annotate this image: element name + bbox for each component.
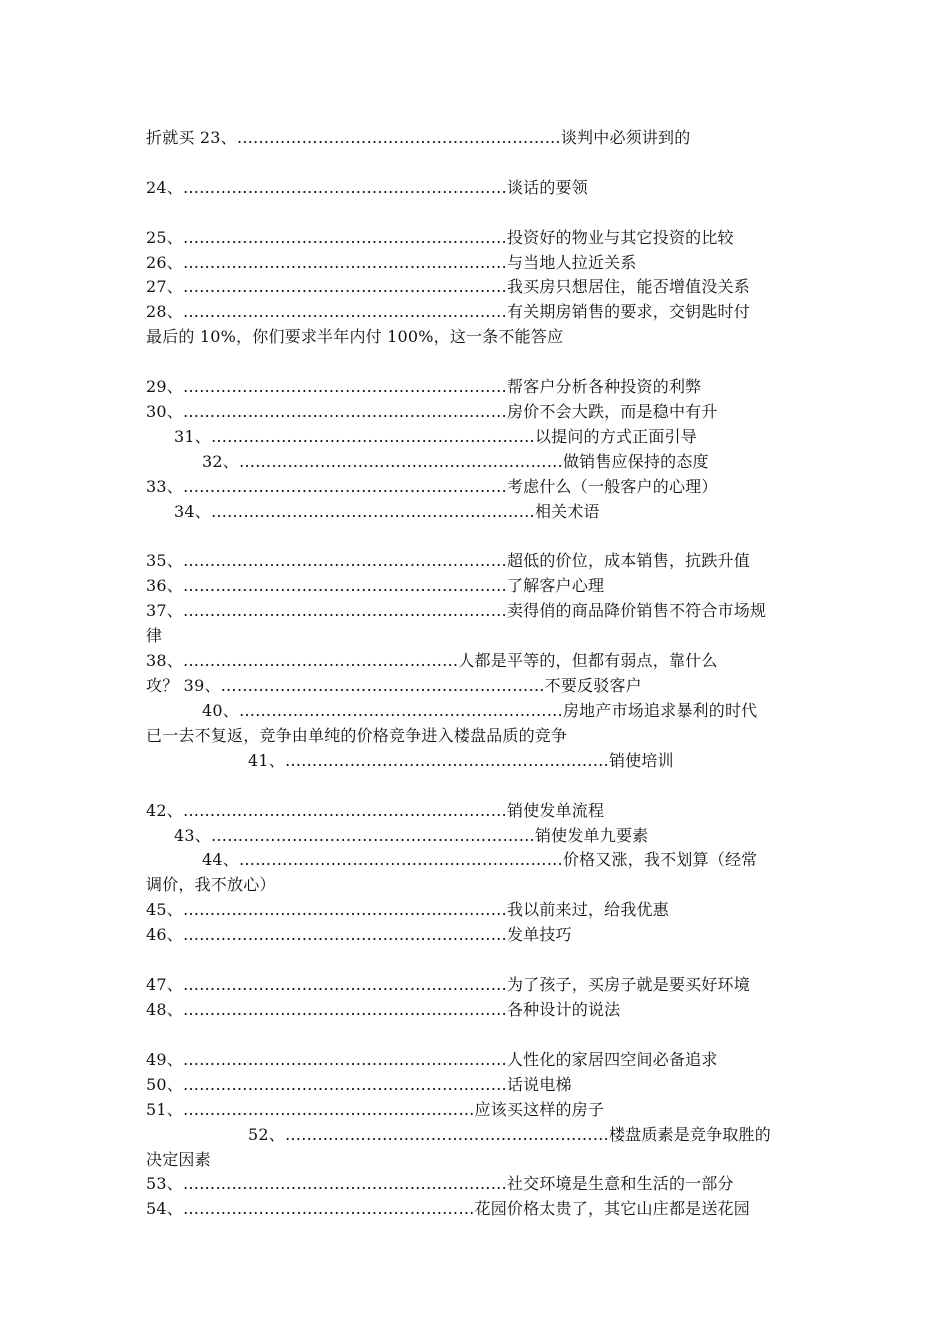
toc-line: 36、……………………………………………………了解客户心理 xyxy=(146,576,605,595)
toc-line: 47、……………………………………………………为了孩子，买房子就是要买好环境 xyxy=(146,975,750,994)
toc-line: 34、……………………………………………………相关术语 xyxy=(174,502,600,521)
toc-line: 30、……………………………………………………房价不会大跌，而是稳中有升 xyxy=(146,402,718,421)
toc-line: 26、……………………………………………………与当地人拉近关系 xyxy=(146,253,637,272)
toc-line: 54、………………………………………………花园价格太贵了，其它山庄都是送花园 xyxy=(146,1199,750,1218)
toc-line: 29、……………………………………………………帮客户分析各种投资的利弊 xyxy=(146,377,702,396)
toc-line: 最后的 10%，你们要求半年内付 100%，这一条不能答应 xyxy=(146,327,564,346)
toc-line: 35、……………………………………………………超低的价位，成本销售，抗跌升值 xyxy=(146,551,750,570)
toc-line: 已一去不复返，竞争由单纯的价格竞争进入楼盘品质的竞争 xyxy=(146,726,568,745)
toc-line: 45、……………………………………………………我以前来过，给我优惠 xyxy=(146,900,669,919)
toc-line: 48、……………………………………………………各种设计的说法 xyxy=(146,1000,621,1019)
toc-line: 折就买 23、……………………………………………………谈判中必须讲到的 xyxy=(146,128,691,147)
toc-line: 25、……………………………………………………投资好的物业与其它投资的比较 xyxy=(146,228,734,247)
toc-line: 27、……………………………………………………我买房只想居住，能否增值没关系 xyxy=(146,277,750,296)
toc-line: 51、………………………………………………应该买这样的房子 xyxy=(146,1100,605,1119)
toc-line: 31、……………………………………………………以提问的方式正面引导 xyxy=(174,427,697,446)
toc-line: 攻？ 39、……………………………………………………不要反驳客户 xyxy=(146,676,642,695)
toc-line: 调价，我不放心） xyxy=(146,875,276,894)
toc-line: 28、……………………………………………………有关期房销售的要求，交钥匙时付 xyxy=(146,302,750,321)
toc-line: 42、……………………………………………………销使发单流程 xyxy=(146,801,605,820)
toc-line: 决定因素 xyxy=(146,1150,211,1169)
toc-line: 43、……………………………………………………销使发单九要素 xyxy=(174,826,649,845)
toc-line: 32、……………………………………………………做销售应保持的态度 xyxy=(202,452,709,471)
toc-line: 33、……………………………………………………考虑什么（一般客户的心理） xyxy=(146,477,718,496)
toc-line: 49、……………………………………………………人性化的家居四空间必备追求 xyxy=(146,1050,718,1069)
toc-line: 24、……………………………………………………谈话的要领 xyxy=(146,178,588,197)
toc-line: 52、……………………………………………………楼盘质素是竞争取胜的 xyxy=(248,1125,771,1144)
toc-line: 46、……………………………………………………发单技巧 xyxy=(146,925,572,944)
toc-line: 37、……………………………………………………卖得俏的商品降价销售不符合市场规 xyxy=(146,601,767,620)
toc-line: 律 xyxy=(146,626,163,645)
toc-line: 41、……………………………………………………销使培训 xyxy=(248,751,674,770)
toc-line: 53、……………………………………………………社交环境是生意和生活的一部分 xyxy=(146,1174,734,1193)
toc-line: 50、……………………………………………………话说电梯 xyxy=(146,1075,572,1094)
toc-line: 44、……………………………………………………价格又涨，我不划算（经常 xyxy=(202,850,758,869)
toc-line: 40、……………………………………………………房地产市场追求暴利的时代 xyxy=(202,701,758,720)
toc-line: 38、……………………………………………人都是平等的，但都有弱点，靠什么 xyxy=(146,651,718,670)
